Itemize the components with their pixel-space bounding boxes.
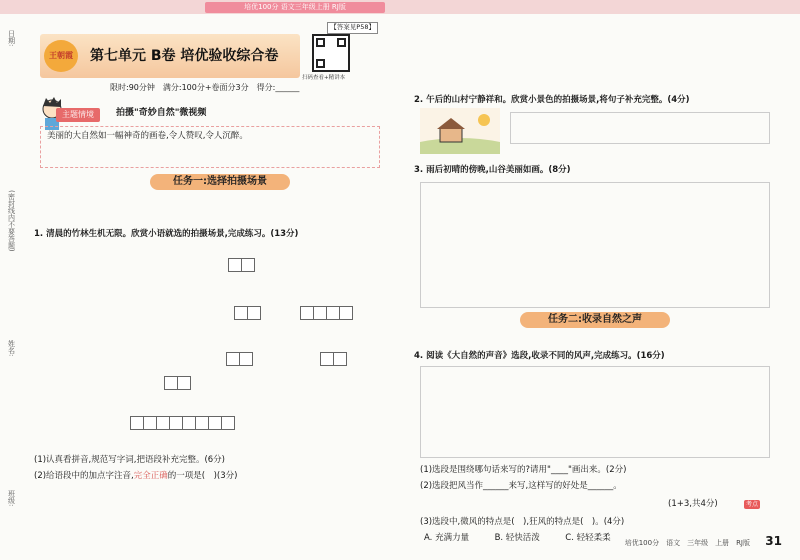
qr-code[interactable] (312, 34, 350, 72)
writing-grid[interactable] (164, 376, 190, 390)
intro-box: 美丽的大自然如一幅神奇的画卷,令人赞叹,令人沉醉。 (40, 126, 380, 168)
spine-class: 班级: (7, 490, 16, 507)
spine-name: 姓名: (7, 340, 16, 357)
question-1-1: (1)认真看拼音,规范写字词,把语段补充完整。(6分) (34, 455, 225, 465)
question-2: 2. 午后的山村宁静祥和。欣赏小景色的拍摄场景,将句子补充完整。(4分) (414, 95, 690, 105)
top-strip (0, 0, 800, 14)
question-3: 3. 雨后初晴的傍晚,山谷美丽如画。(8分) (414, 165, 571, 175)
task-2-heading: 任务二:收录自然之声 (520, 312, 670, 328)
page-footer: 培优100分 语文 三年级 上册 RJ版 (624, 538, 750, 547)
title-band (40, 34, 300, 78)
writing-grid[interactable] (234, 306, 260, 320)
question-1: 1. 清晨的竹林生机无限。欣赏小语就选的拍摄场景,完成练习。(13分) (34, 229, 299, 239)
exam-meta: 限时:90分钟 满分:100分+卷面分3分 得分:______ (110, 83, 300, 92)
reading-passage-area (420, 366, 770, 458)
qr-caption: 扫码查看+精讲本 (302, 75, 346, 81)
left-column (30, 16, 400, 556)
spine-seal-note: (密封线内不要答题) (7, 190, 16, 252)
theme-pill: 主题情境 (56, 108, 100, 122)
top-banner: 培优100分 语文三年级上册 RJ版 (205, 2, 385, 13)
answer-tag: 【答案见P58】 (327, 22, 378, 34)
page-number: 31 (765, 534, 782, 548)
question-4: 4. 阅读《大自然的声音》选段,收录不同的风声,完成练习。(16分) (414, 351, 665, 361)
task-1-heading: 任务一:选择拍摄场景 (150, 174, 290, 190)
question-4-3: (3)选段中,微风的特点是( ),狂风的特点是( )。(4分) (420, 517, 625, 527)
question-4-3-options: A. 充满力量 B. 轻快活泼 C. 轻轻柔柔 (424, 533, 611, 543)
writing-grid[interactable] (300, 306, 352, 320)
binding-spine (0, 20, 22, 550)
right-column (410, 16, 790, 556)
writing-grid[interactable] (130, 416, 234, 430)
question-4-2: (2)选段把风当作______来写,这样写的好处是______。 (420, 481, 622, 491)
answer-area[interactable] (420, 182, 770, 308)
brand-logo: 王朝霞 (44, 40, 78, 72)
writing-grid[interactable] (228, 258, 254, 272)
village-illustration-icon (420, 108, 500, 154)
page-title: 第七单元 B卷 培优验收综合卷 (90, 48, 279, 64)
spine-date: 日期: (7, 30, 16, 47)
question-1-2: (2)给语段中的加点字注音,完全正确的一项是( )(3分) (34, 471, 238, 481)
question-4-2-score: (1+3,共4分) (668, 499, 718, 509)
writing-grid[interactable] (226, 352, 252, 366)
writing-grid[interactable] (320, 352, 346, 366)
answer-line[interactable] (510, 112, 770, 144)
theme-text: 拍摄"奇妙自然"微视频 (116, 108, 207, 118)
question-4-1: (1)选段是围绕哪句话来写的?请用"____"画出来。(2分) (420, 465, 627, 475)
exam-point-badge: 考点 (746, 501, 759, 508)
